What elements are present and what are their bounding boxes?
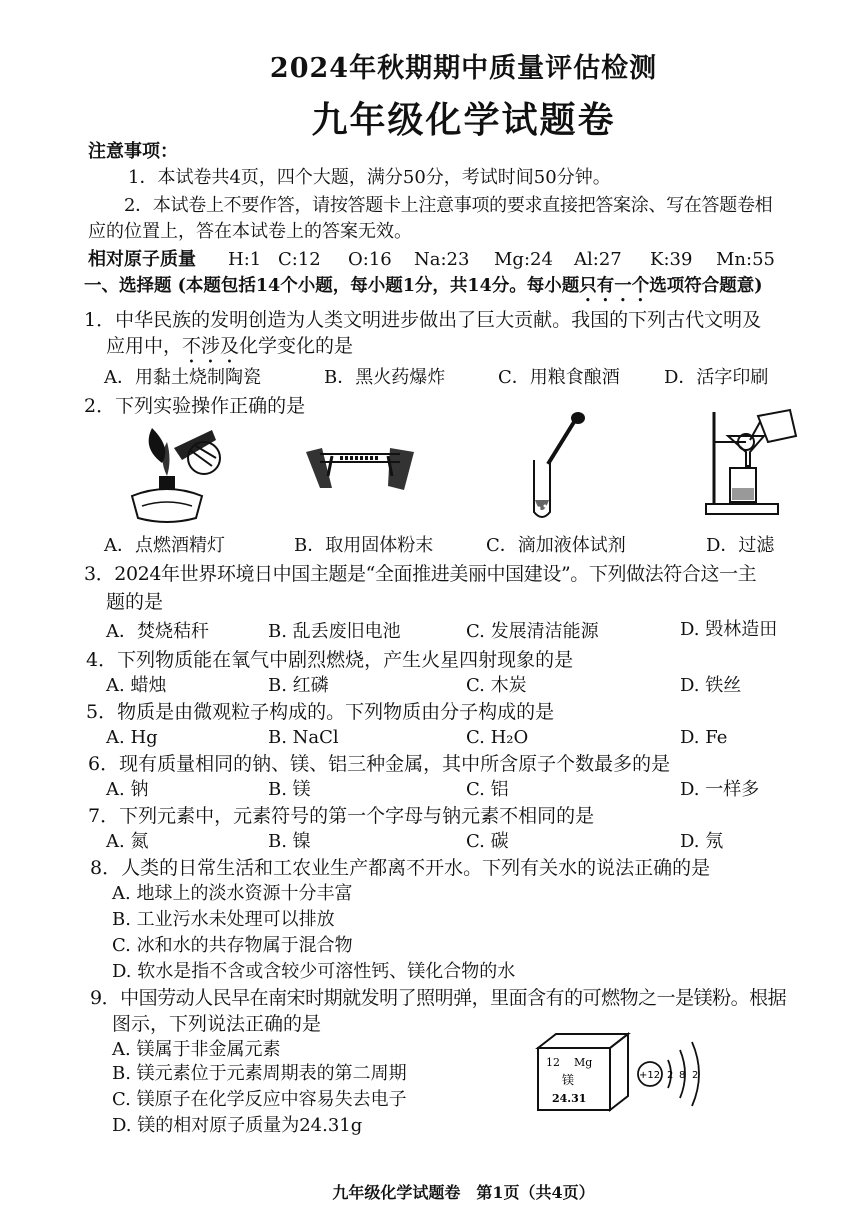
question-9-option-c: C. 镁原子在化学反应中容易失去电子	[112, 1089, 407, 1110]
taking-solid-powder-figure	[300, 432, 420, 502]
question-4-option-a: A. 蜡烛	[106, 675, 167, 696]
question-9-stem: 9．中国劳动人民早在南宋时期就发明了照明弹，里面含有的可燃物之一是镁粉。根据	[90, 987, 787, 1009]
emphasis-not-involve: 不涉及	[182, 335, 240, 357]
question-9-option-a: A. 镁属于非金属元素	[112, 1039, 281, 1060]
question-1-option-b: B．黑火药爆炸	[324, 367, 446, 388]
question-1-option-c: C．用粮食酿酒	[498, 367, 620, 388]
question-5-option-c: C. H₂O	[466, 727, 529, 748]
question-3-option-c: C. 发展清洁能源	[466, 621, 599, 642]
question-2-stem: 2．下列实验操作正确的是	[84, 395, 306, 417]
notice-heading: 注意事项：	[88, 141, 178, 162]
atomic-mass-h: H:1	[228, 249, 262, 270]
question-8-option-c: C. 冰和水的共存物属于混合物	[112, 935, 353, 956]
atomic-mass-label: 相对原子质量	[88, 249, 196, 270]
question-7-option-d: D. 氖	[680, 831, 724, 852]
question-2-option-d: D．过滤	[706, 535, 775, 556]
question-9-stem-cont: 图示，下列说法正确的是	[112, 1013, 322, 1035]
question-8-option-a: A. 地球上的淡水资源十分丰富	[112, 883, 353, 904]
magnesium-element-card	[534, 1030, 632, 1114]
question-5-stem: 5．物质是由微观粒子构成的。下列物质由分子构成的是	[86, 701, 555, 723]
question-7-option-b: B. 镍	[268, 831, 311, 852]
question-7-option-c: C. 碳	[466, 831, 509, 852]
question-5-option-a: A. Hg	[106, 727, 158, 748]
question-3-option-a: A．焚烧秸秆	[106, 621, 209, 642]
question-6-option-d: D. 一样多	[680, 779, 760, 800]
notice-item-2b: 应的位置上，答在本试卷上的答案无效。	[88, 221, 412, 242]
question-7-option-a: A. 氮	[106, 831, 149, 852]
exam-subtitle: 九年级化学试题卷	[311, 99, 616, 141]
atomic-mass-al: Al:27	[574, 249, 622, 270]
emphasis-only-one: 只有一个	[579, 276, 650, 296]
question-8-option-d: D. 软水是指不含或含较少可溶性钙、镁化合物的水	[112, 961, 516, 982]
question-3-option-d: D. 毁林造田	[680, 619, 778, 640]
question-6-option-a: A. 钠	[106, 779, 149, 800]
element-number: 12	[546, 1056, 560, 1069]
notice-item-2a: 2．本试卷上不要作答，请按答题卡上注意事项的要求直接把答案涂、写在答题卷相	[124, 195, 773, 216]
question-6-stem: 6．现有质量相同的钠、镁、铝三种金属，其中所含原子个数最多的是	[88, 753, 671, 775]
atomic-mass-k: K:39	[650, 249, 693, 270]
question-4-option-c: C. 木炭	[466, 675, 527, 696]
shell-3-electrons: 2	[692, 1070, 699, 1081]
question-3-stem-cont: 题的是	[106, 591, 164, 613]
question-4-option-b: B. 红磷	[268, 675, 329, 696]
notice-item-1: 1．本试卷共4页，四个大题，满分50分，考试时间50分钟。	[128, 167, 611, 188]
question-9-option-b: B. 镁元素位于元素周期表的第二周期	[112, 1063, 407, 1084]
question-3-option-b: B. 乱丢废旧电池	[268, 621, 401, 642]
atomic-mass-na: Na:23	[414, 249, 470, 270]
question-4-stem: 4．下列物质能在氧气中剧烈燃烧，产生火星四射现象的是	[86, 649, 574, 671]
element-symbol: Mg	[574, 1056, 593, 1069]
element-mass: 24.31	[552, 1092, 587, 1105]
lighting-alcohol-lamp-figure	[112, 418, 222, 528]
question-5-option-d: D. Fe	[680, 727, 728, 748]
page-footer: 九年级化学试题卷 第1页（共4页）	[332, 1183, 595, 1202]
section-1-heading: 一、选择题 (本题包括14个小题，每小题1分，共14分。每小题只有一个选项符合题意)	[84, 276, 763, 296]
question-3-stem: 3．2024年世界环境日中国主题是“全面推进美丽中国建设”。下列做法符合这一主	[84, 563, 757, 585]
question-2-option-a: A．点燃酒精灯	[104, 535, 225, 556]
question-6-option-c: C. 铝	[466, 779, 509, 800]
question-1-stem: 1．中华民族的发明创造为人类文明进步做出了巨大贡献。我国的下列古代文明及	[84, 309, 762, 331]
question-8-stem: 8．人类的日常生活和工农业生产都离不开水。下列有关水的说法正确的是	[90, 857, 711, 879]
question-2-option-b: B．取用固体粉末	[294, 535, 434, 556]
element-name: 镁	[562, 1073, 575, 1087]
question-2-option-c: C．滴加液体试剂	[486, 535, 626, 556]
filtration-figure	[700, 408, 810, 518]
dropping-liquid-figure	[518, 408, 588, 526]
exam-title: 2024年秋期期中质量评估检测	[269, 53, 658, 84]
atomic-mass-c: C:12	[278, 249, 321, 270]
question-5-option-b: B. NaCl	[268, 727, 339, 748]
atomic-mass-o: O:16	[348, 249, 392, 270]
question-1-stem-cont: 应用中，不涉及化学变化的是	[106, 335, 354, 357]
question-1-option-d: D．活字印刷	[664, 367, 769, 388]
atomic-mass-mg: Mg:24	[494, 249, 553, 270]
shell-1-electrons: 2	[667, 1070, 674, 1081]
question-1-option-a: A．用黏土烧制陶瓷	[104, 367, 261, 388]
nucleus-charge: +12	[639, 1070, 661, 1081]
atomic-mass-mn: Mn:55	[716, 249, 775, 270]
question-6-option-b: B. 镁	[268, 779, 311, 800]
question-9-option-d: D. 镁的相对原子质量为24.31g	[112, 1115, 363, 1136]
question-7-stem: 7．下列元素中，元素符号的第一个字母与钠元素不相同的是	[88, 805, 595, 827]
shell-2-electrons: 8	[679, 1070, 686, 1081]
magnesium-atom-structure-diagram	[634, 1036, 714, 1116]
question-4-option-d: D. 铁丝	[680, 675, 742, 696]
question-8-option-b: B. 工业污水未处理可以排放	[112, 909, 335, 930]
